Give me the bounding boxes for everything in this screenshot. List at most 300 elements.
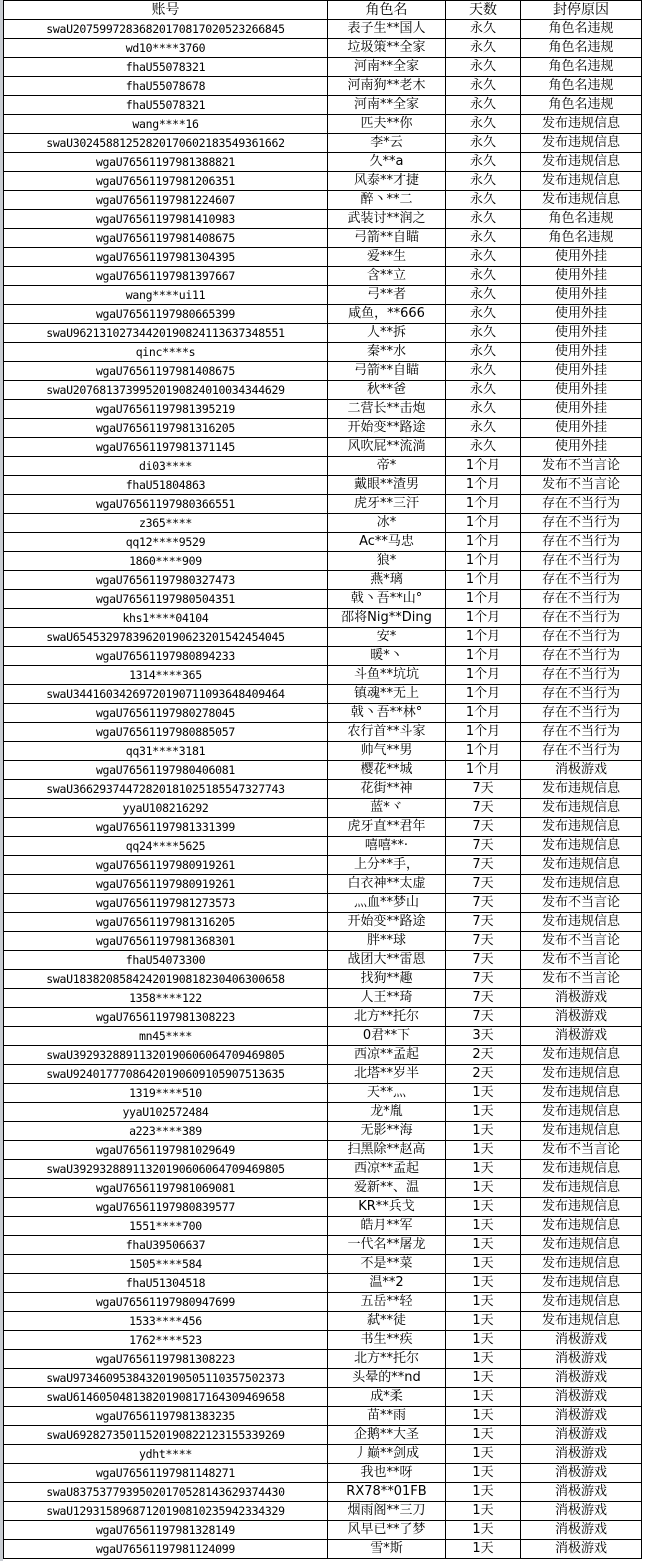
role-name-cell[interactable]: 天**灬 — [328, 1084, 446, 1103]
role-name-cell[interactable]: 北方**托尔 — [328, 1350, 446, 1369]
account-cell[interactable]: mn45**** — [4, 1027, 328, 1046]
days-cell[interactable]: 1个月 — [446, 742, 521, 761]
account-cell[interactable]: fhaU51804863 — [4, 476, 328, 495]
account-cell[interactable]: wgaU76561197981395219 — [4, 400, 328, 419]
role-name-cell[interactable]: Ac**马忠 — [328, 533, 446, 552]
ban-reason-cell[interactable]: 存在不当行为 — [521, 628, 642, 647]
account-cell[interactable]: fhaU55078321 — [4, 96, 328, 115]
account-cell[interactable]: swaU83753779395020170528143629374430 — [4, 1483, 328, 1502]
days-cell[interactable]: 1个月 — [446, 609, 521, 628]
role-name-cell[interactable]: 帝* — [328, 457, 446, 476]
days-cell[interactable]: 7天 — [446, 1008, 521, 1027]
ban-reason-cell[interactable]: 发布违规信息 — [521, 1122, 642, 1141]
account-cell[interactable]: fhaU39506637 — [4, 1236, 328, 1255]
account-cell[interactable]: wgaU76561197980665399 — [4, 305, 328, 324]
role-name-cell[interactable]: 暖*丶 — [328, 647, 446, 666]
account-cell[interactable]: wgaU76561197981383235 — [4, 1407, 328, 1426]
days-cell[interactable]: 1天 — [446, 1312, 521, 1331]
account-cell[interactable]: wgaU76561197980919261 — [4, 856, 328, 875]
ban-reason-cell[interactable]: 发布不当言论 — [521, 894, 642, 913]
ban-reason-cell[interactable]: 使用外挂 — [521, 343, 642, 362]
ban-reason-cell[interactable]: 发布不当言论 — [521, 457, 642, 476]
days-cell[interactable]: 永久 — [446, 96, 521, 115]
role-name-cell[interactable]: 花街**神 — [328, 780, 446, 799]
account-cell[interactable]: fhaU54073300 — [4, 951, 328, 970]
role-name-cell[interactable]: 安* — [328, 628, 446, 647]
days-cell[interactable]: 1天 — [446, 1464, 521, 1483]
ban-reason-cell[interactable]: 使用外挂 — [521, 381, 642, 400]
account-cell[interactable]: swaU97346095384320190505110357502373 — [4, 1369, 328, 1388]
ban-reason-cell[interactable]: 发布违规信息 — [521, 1236, 642, 1255]
days-cell[interactable]: 2天 — [446, 1065, 521, 1084]
ban-reason-cell[interactable]: 存在不当行为 — [521, 571, 642, 590]
account-cell[interactable]: 1319****510 — [4, 1084, 328, 1103]
ban-reason-cell[interactable]: 消极游戏 — [521, 1502, 642, 1521]
ban-reason-cell[interactable]: 发布违规信息 — [521, 1084, 642, 1103]
ban-reason-cell[interactable]: 发布不当言论 — [521, 476, 642, 495]
ban-reason-cell[interactable]: 角色名违规 — [521, 229, 642, 248]
role-name-cell[interactable]: 戴眼**渣男 — [328, 476, 446, 495]
account-cell[interactable]: swaU20759972836820170817020523266845 — [4, 20, 328, 39]
role-name-cell[interactable]: 狼* — [328, 552, 446, 571]
role-name-cell[interactable]: 虎牙**三汗 — [328, 495, 446, 514]
role-name-cell[interactable]: 龙*胤 — [328, 1103, 446, 1122]
header-ban-reason[interactable]: 封停原因 — [521, 1, 642, 20]
account-cell[interactable]: wgaU76561197981371145 — [4, 438, 328, 457]
account-cell[interactable]: swaU20768137399520190824010034344629 — [4, 381, 328, 400]
account-cell[interactable]: wgaU76561197981408675 — [4, 229, 328, 248]
ban-reason-cell[interactable]: 存在不当行为 — [521, 723, 642, 742]
role-name-cell[interactable]: 农行首**斗家 — [328, 723, 446, 742]
ban-reason-cell[interactable]: 发布违规信息 — [521, 875, 642, 894]
role-name-cell[interactable]: 皓月**军 — [328, 1217, 446, 1236]
ban-reason-cell[interactable]: 消极游戏 — [521, 1369, 642, 1388]
days-cell[interactable]: 永久 — [446, 400, 521, 419]
ban-reason-cell[interactable]: 使用外挂 — [521, 267, 642, 286]
account-cell[interactable]: wgaU76561197981224607 — [4, 191, 328, 210]
role-name-cell[interactable]: 二营长**击炮 — [328, 400, 446, 419]
role-name-cell[interactable]: RX78**01FB — [328, 1483, 446, 1502]
account-cell[interactable]: wgaU76561197981069081 — [4, 1179, 328, 1198]
account-cell[interactable]: khs1****04104 — [4, 609, 328, 628]
role-name-cell[interactable]: 一代名**屠龙 — [328, 1236, 446, 1255]
account-cell[interactable]: wgaU76561197981410983 — [4, 210, 328, 229]
account-cell[interactable]: wgaU76561197981316205 — [4, 419, 328, 438]
ban-reason-cell[interactable]: 发布违规信息 — [521, 153, 642, 172]
ban-reason-cell[interactable]: 发布违规信息 — [521, 818, 642, 837]
account-cell[interactable]: a223****389 — [4, 1122, 328, 1141]
ban-reason-cell[interactable]: 使用外挂 — [521, 362, 642, 381]
ban-reason-cell[interactable]: 存在不当行为 — [521, 552, 642, 571]
role-name-cell[interactable]: 温**2 — [328, 1274, 446, 1293]
days-cell[interactable]: 7天 — [446, 780, 521, 799]
days-cell[interactable]: 1个月 — [446, 628, 521, 647]
role-name-cell[interactable]: 戟丶吾**林° — [328, 704, 446, 723]
account-cell[interactable]: swaU92401777086420190609105907513635 — [4, 1065, 328, 1084]
days-cell[interactable]: 1天 — [446, 1407, 521, 1426]
account-cell[interactable]: swaU18382085842420190818230406300658 — [4, 970, 328, 989]
days-cell[interactable]: 永久 — [446, 248, 521, 267]
role-name-cell[interactable]: 西凉**孟起 — [328, 1046, 446, 1065]
ban-reason-cell[interactable]: 发布违规信息 — [521, 134, 642, 153]
account-cell[interactable]: wgaU76561197981148271 — [4, 1464, 328, 1483]
role-name-cell[interactable]: 秦**水 — [328, 343, 446, 362]
ban-reason-cell[interactable]: 消极游戏 — [521, 1445, 642, 1464]
role-name-cell[interactable]: 风泰**才捷 — [328, 172, 446, 191]
days-cell[interactable]: 永久 — [446, 343, 521, 362]
ban-reason-cell[interactable]: 发布不当言论 — [521, 932, 642, 951]
days-cell[interactable]: 7天 — [446, 989, 521, 1008]
account-cell[interactable]: ydht**** — [4, 1445, 328, 1464]
days-cell[interactable]: 永久 — [446, 115, 521, 134]
days-cell[interactable]: 1个月 — [446, 590, 521, 609]
role-name-cell[interactable]: 五岳**轻 — [328, 1293, 446, 1312]
role-name-cell[interactable]: 人**拆 — [328, 324, 446, 343]
days-cell[interactable]: 永久 — [446, 419, 521, 438]
ban-reason-cell[interactable]: 发布违规信息 — [521, 1198, 642, 1217]
role-name-cell[interactable]: 蓝*ヾ — [328, 799, 446, 818]
role-name-cell[interactable]: 烟雨阁**三刀 — [328, 1502, 446, 1521]
ban-reason-cell[interactable]: 发布违规信息 — [521, 913, 642, 932]
ban-reason-cell[interactable]: 发布违规信息 — [521, 1312, 642, 1331]
account-cell[interactable]: 1314****365 — [4, 666, 328, 685]
role-name-cell[interactable]: KR**兵戈 — [328, 1198, 446, 1217]
role-name-cell[interactable]: 醉丶**二 — [328, 191, 446, 210]
role-name-cell[interactable]: 弓箭**自瞄 — [328, 362, 446, 381]
account-cell[interactable]: wgaU76561197981308223 — [4, 1008, 328, 1027]
ban-reason-cell[interactable]: 发布违规信息 — [521, 172, 642, 191]
days-cell[interactable]: 1天 — [446, 1084, 521, 1103]
role-name-cell[interactable]: 弓**者 — [328, 286, 446, 305]
ban-reason-cell[interactable]: 消极游戏 — [521, 761, 642, 780]
days-cell[interactable]: 1天 — [446, 1369, 521, 1388]
ban-reason-cell[interactable]: 发布违规信息 — [521, 1274, 642, 1293]
days-cell[interactable]: 永久 — [446, 324, 521, 343]
account-cell[interactable]: wgaU76561197980278045 — [4, 704, 328, 723]
account-cell[interactable]: qq31****3181 — [4, 742, 328, 761]
role-name-cell[interactable]: 北方**托尔 — [328, 1008, 446, 1027]
account-cell[interactable]: wgaU76561197980839577 — [4, 1198, 328, 1217]
account-cell[interactable]: wgaU76561197981368301 — [4, 932, 328, 951]
account-cell[interactable]: yyaU108216292 — [4, 799, 328, 818]
ban-reason-cell[interactable]: 使用外挂 — [521, 438, 642, 457]
role-name-cell[interactable]: 匹夫**你 — [328, 115, 446, 134]
ban-reason-cell[interactable]: 消极游戏 — [521, 1008, 642, 1027]
days-cell[interactable]: 7天 — [446, 894, 521, 913]
account-cell[interactable]: yyaU102572484 — [4, 1103, 328, 1122]
days-cell[interactable]: 1天 — [446, 1331, 521, 1350]
days-cell[interactable]: 永久 — [446, 58, 521, 77]
ban-reason-cell[interactable]: 发布违规信息 — [521, 856, 642, 875]
role-name-cell[interactable]: 西凉**孟起 — [328, 1160, 446, 1179]
days-cell[interactable]: 1天 — [446, 1141, 521, 1160]
days-cell[interactable]: 7天 — [446, 799, 521, 818]
account-cell[interactable]: wgaU76561197981273573 — [4, 894, 328, 913]
role-name-cell[interactable]: 表子生**国人 — [328, 20, 446, 39]
role-name-cell[interactable]: 秋**爸 — [328, 381, 446, 400]
role-name-cell[interactable]: 北塔**岁半 — [328, 1065, 446, 1084]
days-cell[interactable]: 永久 — [446, 153, 521, 172]
role-name-cell[interactable]: 爱新**、温 — [328, 1179, 446, 1198]
role-name-cell[interactable]: 河南狗**老木 — [328, 77, 446, 96]
days-cell[interactable]: 永久 — [446, 438, 521, 457]
account-cell[interactable]: wgaU76561197981316205 — [4, 913, 328, 932]
days-cell[interactable]: 1天 — [446, 1236, 521, 1255]
account-cell[interactable]: wgaU76561197980366551 — [4, 495, 328, 514]
account-cell[interactable]: wgaU76561197981206351 — [4, 172, 328, 191]
role-name-cell[interactable]: 垃圾策**全家 — [328, 39, 446, 58]
ban-reason-cell[interactable]: 消极游戏 — [521, 1521, 642, 1540]
days-cell[interactable]: 1天 — [446, 1122, 521, 1141]
ban-reason-cell[interactable]: 使用外挂 — [521, 248, 642, 267]
role-name-cell[interactable]: 白衣神**太虚 — [328, 875, 446, 894]
account-cell[interactable]: wgaU76561197981124099 — [4, 1540, 328, 1559]
days-cell[interactable]: 1天 — [446, 1426, 521, 1445]
account-cell[interactable]: wgaU76561197981328149 — [4, 1521, 328, 1540]
role-name-cell[interactable]: 开始变**路途 — [328, 913, 446, 932]
account-cell[interactable]: qinc****s — [4, 343, 328, 362]
days-cell[interactable]: 永久 — [446, 20, 521, 39]
role-name-cell[interactable]: 头晕的**nd — [328, 1369, 446, 1388]
days-cell[interactable]: 1天 — [446, 1388, 521, 1407]
account-cell[interactable]: swaU12931589687120190810235942334329 — [4, 1502, 328, 1521]
days-cell[interactable]: 1天 — [446, 1274, 521, 1293]
account-cell[interactable]: swaU69282735011520190822123155339269 — [4, 1426, 328, 1445]
ban-reason-cell[interactable]: 存在不当行为 — [521, 609, 642, 628]
account-cell[interactable]: wgaU76561197980919261 — [4, 875, 328, 894]
role-name-cell[interactable]: 书生**疾 — [328, 1331, 446, 1350]
days-cell[interactable]: 7天 — [446, 913, 521, 932]
header-days[interactable]: 天数 — [446, 1, 521, 20]
account-cell[interactable]: wgaU76561197981397667 — [4, 267, 328, 286]
role-name-cell[interactable]: 含**立 — [328, 267, 446, 286]
ban-reason-cell[interactable]: 使用外挂 — [521, 400, 642, 419]
days-cell[interactable]: 1天 — [446, 1483, 521, 1502]
days-cell[interactable]: 永久 — [446, 286, 521, 305]
account-cell[interactable]: wgaU76561197980947699 — [4, 1293, 328, 1312]
ban-reason-cell[interactable]: 存在不当行为 — [521, 647, 642, 666]
days-cell[interactable]: 1个月 — [446, 552, 521, 571]
ban-reason-cell[interactable]: 发布违规信息 — [521, 1103, 642, 1122]
days-cell[interactable]: 1天 — [446, 1502, 521, 1521]
ban-reason-cell[interactable]: 发布违规信息 — [521, 1255, 642, 1274]
days-cell[interactable]: 永久 — [446, 134, 521, 153]
ban-reason-cell[interactable]: 角色名违规 — [521, 58, 642, 77]
days-cell[interactable]: 永久 — [446, 39, 521, 58]
account-cell[interactable]: swaU65453297839620190623201542454045 — [4, 628, 328, 647]
ban-reason-cell[interactable]: 消极游戏 — [521, 1388, 642, 1407]
role-name-cell[interactable]: 苗**雨 — [328, 1407, 446, 1426]
account-cell[interactable]: swaU96213102734420190824113637348551 — [4, 324, 328, 343]
role-name-cell[interactable]: 人王**琦 — [328, 989, 446, 1008]
account-cell[interactable]: swaU36629374472820181025185547327743 — [4, 780, 328, 799]
ban-reason-cell[interactable]: 角色名违规 — [521, 210, 642, 229]
days-cell[interactable]: 永久 — [446, 77, 521, 96]
role-name-cell[interactable]: 风吹屁**流淌 — [328, 438, 446, 457]
days-cell[interactable]: 1天 — [446, 1521, 521, 1540]
days-cell[interactable]: 1个月 — [446, 647, 521, 666]
days-cell[interactable]: 7天 — [446, 818, 521, 837]
role-name-cell[interactable]: 戟丶吾**山° — [328, 590, 446, 609]
days-cell[interactable]: 1天 — [446, 1198, 521, 1217]
ban-reason-cell[interactable]: 发布违规信息 — [521, 1179, 642, 1198]
role-name-cell[interactable]: 虎牙直**君年 — [328, 818, 446, 837]
ban-reason-cell[interactable]: 存在不当行为 — [521, 514, 642, 533]
role-name-cell[interactable]: 邵将Nig**Ding — [328, 609, 446, 628]
role-name-cell[interactable]: 找狗**趣 — [328, 970, 446, 989]
ban-reason-cell[interactable]: 存在不当行为 — [521, 590, 642, 609]
ban-reason-cell[interactable]: 存在不当行为 — [521, 666, 642, 685]
account-cell[interactable]: fhaU55078321 — [4, 58, 328, 77]
ban-reason-cell[interactable]: 消极游戏 — [521, 1331, 642, 1350]
role-name-cell[interactable]: 风早已**了梦 — [328, 1521, 446, 1540]
ban-reason-cell[interactable]: 发布违规信息 — [521, 837, 642, 856]
account-cell[interactable]: 1358****122 — [4, 989, 328, 1008]
ban-reason-cell[interactable]: 角色名违规 — [521, 39, 642, 58]
days-cell[interactable]: 永久 — [446, 229, 521, 248]
account-cell[interactable]: di03**** — [4, 457, 328, 476]
ban-reason-cell[interactable]: 消极游戏 — [521, 1027, 642, 1046]
account-cell[interactable]: wgaU76561197981331399 — [4, 818, 328, 837]
account-cell[interactable]: wgaU76561197981388821 — [4, 153, 328, 172]
role-name-cell[interactable]: 樱花**城 — [328, 761, 446, 780]
account-cell[interactable]: swaU39293288911320190606064709469805 — [4, 1046, 328, 1065]
days-cell[interactable]: 1个月 — [446, 495, 521, 514]
role-name-cell[interactable]: 不是**菜 — [328, 1255, 446, 1274]
days-cell[interactable]: 永久 — [446, 210, 521, 229]
account-cell[interactable]: z365**** — [4, 514, 328, 533]
account-cell[interactable]: qq24****5625 — [4, 837, 328, 856]
account-cell[interactable]: wgaU76561197980894233 — [4, 647, 328, 666]
days-cell[interactable]: 1天 — [446, 1103, 521, 1122]
ban-reason-cell[interactable]: 角色名违规 — [521, 77, 642, 96]
account-cell[interactable]: wgaU76561197980504351 — [4, 590, 328, 609]
ban-reason-cell[interactable]: 消极游戏 — [521, 989, 642, 1008]
ban-reason-cell[interactable]: 发布违规信息 — [521, 1065, 642, 1084]
ban-reason-cell[interactable]: 发布违规信息 — [521, 1217, 642, 1236]
days-cell[interactable]: 永久 — [446, 362, 521, 381]
account-cell[interactable]: wgaU76561197981308223 — [4, 1350, 328, 1369]
ban-reason-cell[interactable]: 发布违规信息 — [521, 780, 642, 799]
days-cell[interactable]: 2天 — [446, 1046, 521, 1065]
account-cell[interactable]: wang****16 — [4, 115, 328, 134]
days-cell[interactable]: 1个月 — [446, 533, 521, 552]
ban-reason-cell[interactable]: 消极游戏 — [521, 1540, 642, 1559]
account-cell[interactable]: fhaU55078678 — [4, 77, 328, 96]
days-cell[interactable]: 7天 — [446, 970, 521, 989]
account-cell[interactable]: swaU34416034269720190711093648409464 — [4, 685, 328, 704]
ban-reason-cell[interactable]: 使用外挂 — [521, 419, 642, 438]
account-cell[interactable]: wgaU76561197980327473 — [4, 571, 328, 590]
days-cell[interactable]: 1个月 — [446, 457, 521, 476]
days-cell[interactable]: 7天 — [446, 837, 521, 856]
account-cell[interactable]: wgaU76561197980406081 — [4, 761, 328, 780]
role-name-cell[interactable]: 丿巅**剑成 — [328, 1445, 446, 1464]
days-cell[interactable]: 1天 — [446, 1217, 521, 1236]
account-cell[interactable]: wgaU76561197980885057 — [4, 723, 328, 742]
role-name-cell[interactable]: 李*云 — [328, 134, 446, 153]
days-cell[interactable]: 1个月 — [446, 723, 521, 742]
days-cell[interactable]: 1个月 — [446, 514, 521, 533]
ban-reason-cell[interactable]: 发布违规信息 — [521, 1046, 642, 1065]
account-cell[interactable]: wd10****3760 — [4, 39, 328, 58]
role-name-cell[interactable]: 咸鱼，**666 — [328, 305, 446, 324]
account-cell[interactable]: wgaU76561197981408675 — [4, 362, 328, 381]
ban-reason-cell[interactable]: 存在不当行为 — [521, 685, 642, 704]
ban-reason-cell[interactable]: 发布不当言论 — [521, 951, 642, 970]
account-cell[interactable]: 1533****456 — [4, 1312, 328, 1331]
role-name-cell[interactable]: 燕*璃 — [328, 571, 446, 590]
days-cell[interactable]: 永久 — [446, 172, 521, 191]
account-cell[interactable]: swaU39293288911320190606064709469805 — [4, 1160, 328, 1179]
ban-reason-cell[interactable]: 消极游戏 — [521, 1483, 642, 1502]
ban-reason-cell[interactable]: 角色名违规 — [521, 20, 642, 39]
ban-reason-cell[interactable]: 消极游戏 — [521, 1426, 642, 1445]
ban-reason-cell[interactable]: 使用外挂 — [521, 324, 642, 343]
days-cell[interactable]: 1个月 — [446, 571, 521, 590]
ban-reason-cell[interactable]: 发布不当言论 — [521, 970, 642, 989]
role-name-cell[interactable]: 战团大**雷恩 — [328, 951, 446, 970]
ban-reason-cell[interactable]: 发布违规信息 — [521, 115, 642, 134]
ban-reason-cell[interactable]: 使用外挂 — [521, 286, 642, 305]
role-name-cell[interactable]: 雪*斯 — [328, 1540, 446, 1559]
account-cell[interactable]: 1551****700 — [4, 1217, 328, 1236]
days-cell[interactable]: 永久 — [446, 381, 521, 400]
days-cell[interactable]: 1个月 — [446, 704, 521, 723]
days-cell[interactable]: 3天 — [446, 1027, 521, 1046]
ban-reason-cell[interactable]: 存在不当行为 — [521, 704, 642, 723]
role-name-cell[interactable]: 成*柔 — [328, 1388, 446, 1407]
role-name-cell[interactable]: 企鹅**大圣 — [328, 1426, 446, 1445]
ban-reason-cell[interactable]: 发布违规信息 — [521, 1293, 642, 1312]
role-name-cell[interactable]: 我也**呀 — [328, 1464, 446, 1483]
days-cell[interactable]: 1天 — [446, 1540, 521, 1559]
days-cell[interactable]: 7天 — [446, 951, 521, 970]
ban-reason-cell[interactable]: 存在不当行为 — [521, 742, 642, 761]
account-cell[interactable]: fhaU51304518 — [4, 1274, 328, 1293]
account-cell[interactable]: 1860****909 — [4, 552, 328, 571]
role-name-cell[interactable]: 灬血**梦山 — [328, 894, 446, 913]
role-name-cell[interactable]: 斗鱼**坑坑 — [328, 666, 446, 685]
days-cell[interactable]: 永久 — [446, 267, 521, 286]
ban-reason-cell[interactable]: 消极游戏 — [521, 1407, 642, 1426]
role-name-cell[interactable]: 冰* — [328, 514, 446, 533]
account-cell[interactable]: swaU61460504813820190817164309469658 — [4, 1388, 328, 1407]
days-cell[interactable]: 7天 — [446, 856, 521, 875]
role-name-cell[interactable]: 爱**生 — [328, 248, 446, 267]
role-name-cell[interactable]: 开始变**路途 — [328, 419, 446, 438]
ban-reason-cell[interactable]: 发布违规信息 — [521, 799, 642, 818]
role-name-cell[interactable]: 河南**全家 — [328, 96, 446, 115]
ban-reason-cell[interactable]: 发布违规信息 — [521, 1160, 642, 1179]
role-name-cell[interactable]: 胖**球 — [328, 932, 446, 951]
days-cell[interactable]: 1天 — [446, 1293, 521, 1312]
account-cell[interactable]: 1762****523 — [4, 1331, 328, 1350]
account-cell[interactable]: wang****ui11 — [4, 286, 328, 305]
days-cell[interactable]: 1天 — [446, 1445, 521, 1464]
days-cell[interactable]: 1天 — [446, 1179, 521, 1198]
role-name-cell[interactable]: 帅气**男 — [328, 742, 446, 761]
ban-reason-cell[interactable]: 存在不当行为 — [521, 533, 642, 552]
header-role-name[interactable]: 角色名 — [328, 1, 446, 20]
role-name-cell[interactable]: 无影**海 — [328, 1122, 446, 1141]
account-cell[interactable]: wgaU76561197981029649 — [4, 1141, 328, 1160]
ban-reason-cell[interactable]: 存在不当行为 — [521, 495, 642, 514]
days-cell[interactable]: 1个月 — [446, 476, 521, 495]
days-cell[interactable]: 7天 — [446, 875, 521, 894]
days-cell[interactable]: 永久 — [446, 191, 521, 210]
ban-reason-cell[interactable]: 发布不当言论 — [521, 1141, 642, 1160]
